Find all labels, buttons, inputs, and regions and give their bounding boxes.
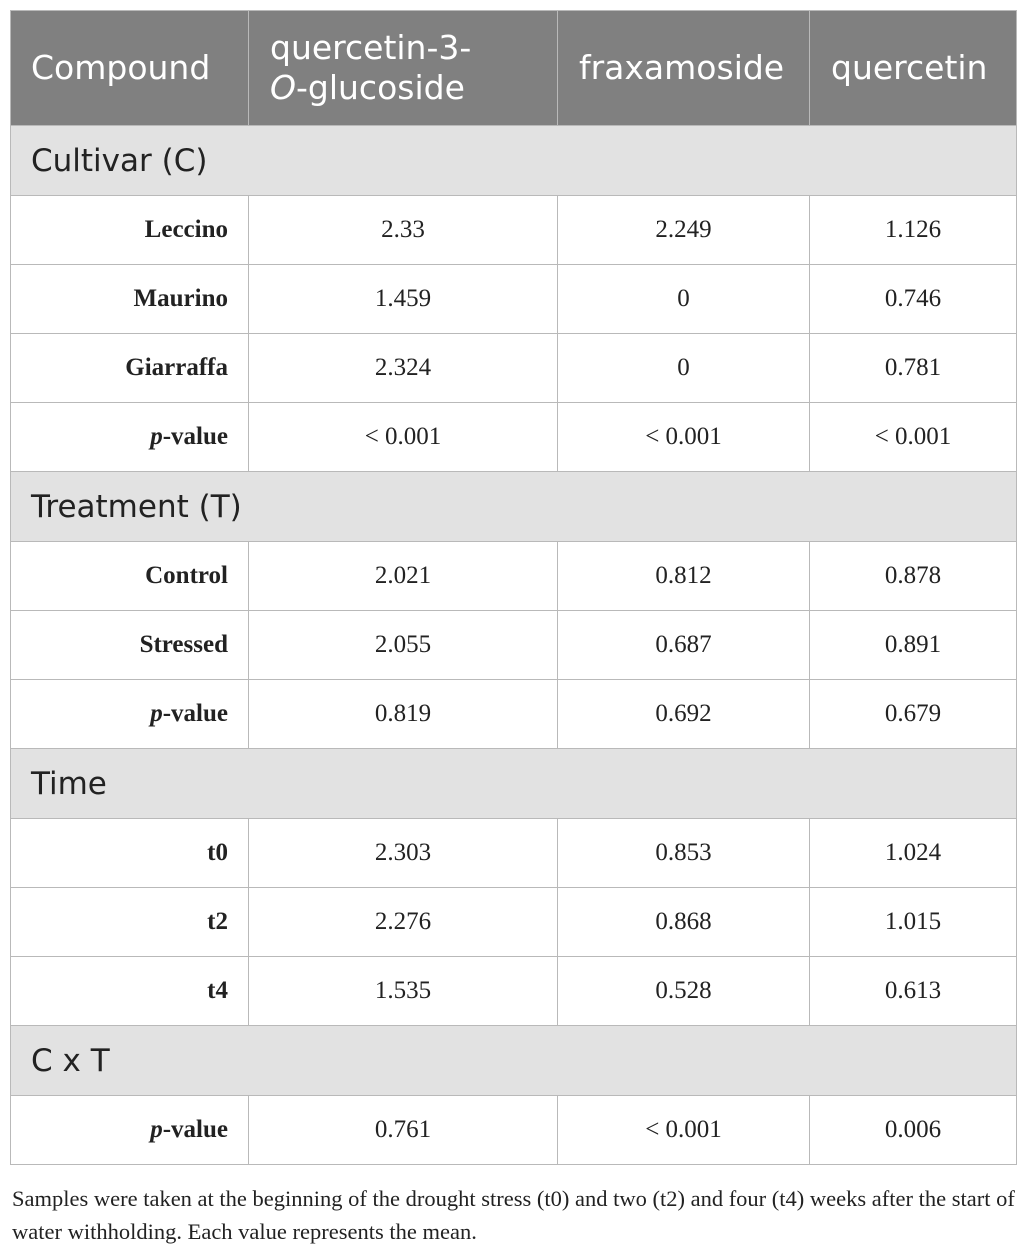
section-title: Time (11, 749, 1017, 819)
row-label-text: Giarraffa (125, 354, 228, 381)
value-cell: 0.868 (558, 888, 810, 957)
table-row (11, 1096, 1017, 1165)
row-label (11, 611, 249, 680)
section-title: Treatment (T) (11, 472, 1017, 542)
row-label (11, 957, 249, 1026)
row-label (11, 819, 249, 888)
value-cell: 2.249 (558, 196, 810, 265)
table-row (11, 888, 1017, 957)
row-label (11, 403, 249, 472)
row-label-text: -value (162, 423, 228, 450)
value-cell: 0.613 (810, 957, 1017, 1026)
value-cell: 0.746 (810, 265, 1017, 334)
value-cell: 0.687 (558, 611, 810, 680)
value-cell: 0.853 (558, 819, 810, 888)
row-label (11, 888, 249, 957)
row-label (11, 196, 249, 265)
header-col1-italic: O (270, 68, 296, 107)
value-cell: 1.535 (249, 957, 558, 1026)
value-cell: 0.781 (810, 334, 1017, 403)
table-row (11, 819, 1017, 888)
header-fraxamoside: fraxamoside (558, 11, 810, 126)
section-row (11, 749, 1017, 819)
row-label (11, 334, 249, 403)
row-label-italic: p (150, 1116, 163, 1143)
table-row (11, 957, 1017, 1026)
value-cell: 0 (558, 265, 810, 334)
value-cell: 2.276 (249, 888, 558, 957)
row-label-text: t0 (207, 839, 228, 866)
header-col1-part-a: quercetin-3- (270, 28, 472, 67)
row-label-text: -value (162, 700, 228, 727)
value-cell: < 0.001 (810, 403, 1017, 472)
value-cell: 0.819 (249, 680, 558, 749)
table-row (11, 611, 1017, 680)
section-row (11, 472, 1017, 542)
row-label-text: t2 (207, 908, 228, 935)
row-label-text: t4 (207, 977, 228, 1004)
header-quercetin-3-o-glucoside (249, 11, 558, 126)
value-cell: 0.891 (810, 611, 1017, 680)
section-row (11, 1026, 1017, 1096)
table-row (11, 680, 1017, 749)
table-row (11, 196, 1017, 265)
section-row (11, 126, 1017, 196)
value-cell: 0.006 (810, 1096, 1017, 1165)
header-col1-part-b: -glucoside (295, 68, 465, 107)
row-label (11, 680, 249, 749)
header-row (11, 11, 1017, 126)
value-cell: 0.761 (249, 1096, 558, 1165)
value-cell: 1.024 (810, 819, 1017, 888)
value-cell: 0.812 (558, 542, 810, 611)
row-label-italic: p (150, 700, 163, 727)
row-label-text: -value (162, 1116, 228, 1143)
table-row (11, 403, 1017, 472)
table-row (11, 265, 1017, 334)
value-cell: 2.055 (249, 611, 558, 680)
value-cell: 2.021 (249, 542, 558, 611)
value-cell: < 0.001 (249, 403, 558, 472)
section-title: C x T (11, 1026, 1017, 1096)
header-quercetin: quercetin (810, 11, 1017, 126)
row-label-text: Control (145, 562, 228, 589)
value-cell: 0.692 (558, 680, 810, 749)
row-label-italic: p (150, 423, 163, 450)
row-label-text: Maurino (133, 285, 228, 312)
value-cell: 1.126 (810, 196, 1017, 265)
value-cell: 0 (558, 334, 810, 403)
row-label (11, 542, 249, 611)
value-cell: 2.324 (249, 334, 558, 403)
value-cell: < 0.001 (558, 403, 810, 472)
table-row (11, 334, 1017, 403)
row-label-text: Stressed (139, 631, 228, 658)
table-row (11, 542, 1017, 611)
section-title: Cultivar (C) (11, 126, 1017, 196)
value-cell: 0.878 (810, 542, 1017, 611)
value-cell: < 0.001 (558, 1096, 810, 1165)
table-body (11, 126, 1017, 1165)
value-cell: 0.679 (810, 680, 1017, 749)
value-cell: 2.33 (249, 196, 558, 265)
value-cell: 1.459 (249, 265, 558, 334)
value-cell: 2.303 (249, 819, 558, 888)
row-label (11, 1096, 249, 1165)
header-compound: Compound (11, 11, 249, 126)
row-label-text: Leccino (144, 216, 228, 243)
table-footnote: Samples were taken at the beginning of the drought stress (t0) and two (t2) and four (t4) weeks after the start of water withholding. Each value represents the mean. (12, 1186, 1015, 1244)
results-table (10, 10, 1017, 1165)
row-label (11, 265, 249, 334)
value-cell: 1.015 (810, 888, 1017, 957)
value-cell: 0.528 (558, 957, 810, 1026)
